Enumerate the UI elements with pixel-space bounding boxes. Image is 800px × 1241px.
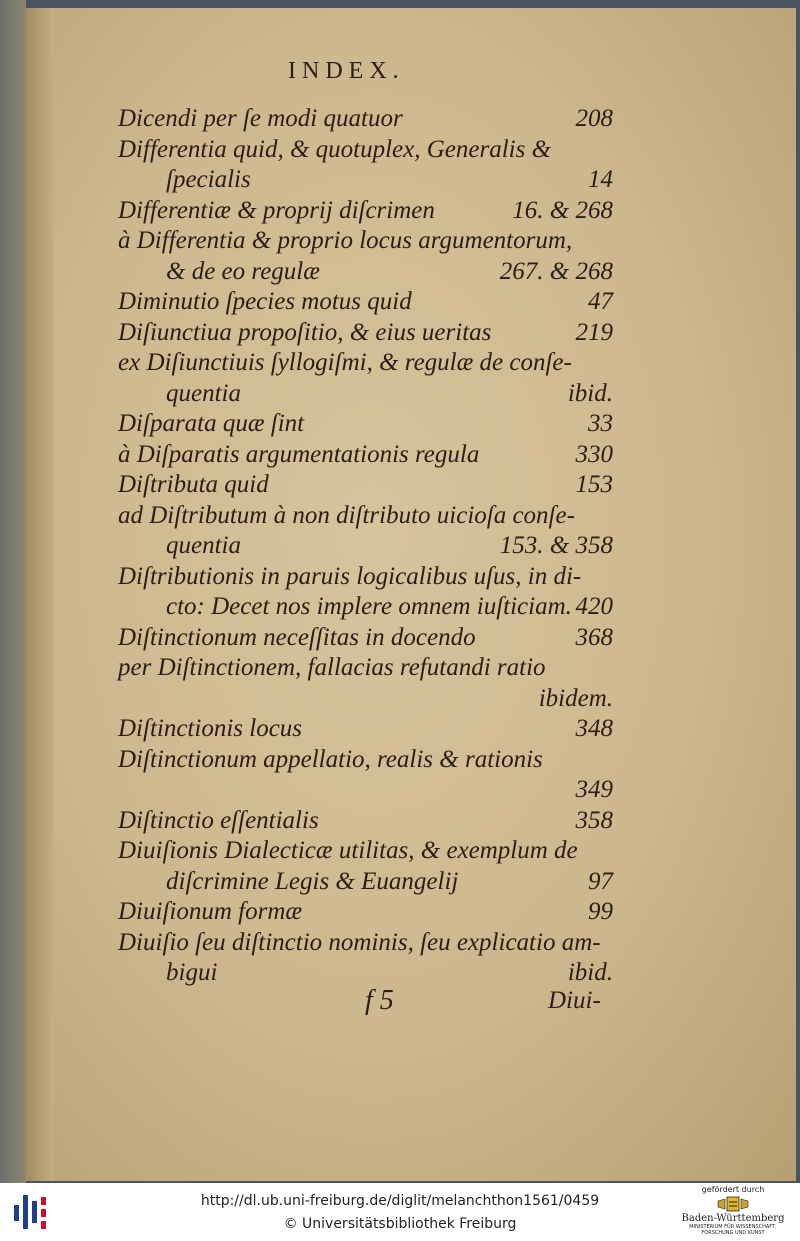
entry-text: Dicendi per ſe modi quatuor: [118, 105, 403, 132]
funder-subtitle: MINISTERIUM FÜR WISSENSCHAFT, FORSCHUNG UND KUNST: [689, 1224, 777, 1236]
entry-page-number: 348: [575, 715, 613, 742]
index-entry: [118, 348, 613, 378]
entry-page-number: 330: [575, 440, 613, 468]
page-header: INDEX.: [288, 58, 405, 84]
index-entry: [118, 684, 613, 714]
index-entry: [118, 318, 613, 348]
entry-text: ſpecialis: [166, 166, 251, 193]
entry-page-number: 420: [575, 593, 613, 620]
signature-mark: f 5: [365, 985, 394, 1016]
entry-page-number: 267. & 268: [499, 257, 613, 285]
entry-text: diſcrimine Legis & Euangelij: [166, 867, 459, 895]
index-entry: [166, 867, 613, 897]
index-entry: [118, 440, 613, 470]
entry-page-number: 47: [588, 288, 613, 315]
entry-text: & de eo regulæ: [166, 257, 320, 285]
entry-text: Diſtributionis in paruis logicalibus uſus, in di-: [118, 562, 582, 590]
entry-page-number: 368: [575, 623, 613, 651]
index-entry: [166, 165, 613, 195]
entry-text: cto: Decet nos implere omnem iuſticiam.: [166, 593, 572, 620]
entry-text: Diſtinctionum neceſſitas in docendo: [118, 623, 476, 651]
entry-text: à Differentia & proprio locus argumentorum,: [118, 227, 573, 254]
index-entry: [118, 562, 613, 592]
index-entry: [166, 257, 613, 287]
entry-text: Diſtinctio eſſentialis: [118, 806, 319, 834]
index-entry: [118, 714, 613, 744]
entry-page-number: 358: [575, 806, 613, 834]
entry-page-number: 208: [575, 105, 613, 132]
entry-text: quentia: [166, 379, 241, 407]
entry-page-number: 153: [575, 471, 613, 498]
entry-page-number: 97: [588, 867, 613, 895]
entry-page-number: 16. & 268: [512, 196, 613, 224]
entry-text: Differentiæ & proprij diſcrimen: [118, 196, 435, 224]
entry-text: Diuiſionum formæ: [118, 898, 303, 925]
index-entry: [166, 958, 613, 988]
entry-page-number: 349: [575, 776, 613, 803]
entry-page-number: 14: [588, 166, 613, 193]
index-entry: [118, 806, 613, 836]
entry-page-number: ibidem.: [538, 684, 613, 712]
index-entry: [166, 379, 613, 409]
entry-text: Diſtributa quid: [118, 471, 269, 498]
entry-page-number: ibid.: [567, 959, 613, 986]
entry-text: à Diſparatis argumentationis regula: [118, 440, 480, 468]
copyright-notice: © Universitätsbibliothek Freiburg: [283, 1216, 517, 1232]
index-entry: [118, 745, 613, 775]
permalink-url[interactable]: http://dl.ub.uni-freiburg.de/diglit/melanchthon1561/0459: [200, 1193, 600, 1209]
catchword: Diui-: [548, 987, 601, 1014]
index-entry: [118, 775, 613, 805]
entry-text: Diuiſionis Dialecticæ utilitas, & exemplum de: [118, 837, 578, 864]
page-gutter: [26, 8, 54, 1181]
index-entry: [118, 928, 613, 958]
index-entry: [118, 501, 613, 531]
index-entry: [118, 409, 613, 439]
funder-name: Baden-Württemberg: [681, 1213, 785, 1224]
funder-label: gefördert durch: [701, 1185, 765, 1194]
index-entry: [118, 287, 613, 317]
entry-text: quentia: [166, 532, 241, 559]
index-entry: [118, 135, 613, 165]
entry-page-number: 33: [588, 410, 613, 437]
index-entry: [118, 836, 613, 866]
index-entry: [166, 592, 613, 622]
entry-page-number: 153. & 358: [499, 532, 613, 559]
entry-text: Diſparata quæ ſint: [118, 410, 305, 437]
binding-edge: [0, 0, 26, 1183]
index-entry: [118, 196, 613, 226]
index-entry: [118, 104, 613, 134]
entry-text: Differentia quid, & quotuplex, Generalis &: [118, 135, 552, 163]
entry-text: per Diſtinctionem, fallacias refutandi ratio: [118, 654, 546, 681]
coat-of-arms-icon: [715, 1195, 751, 1213]
entry-text: Diminutio ſpecies motus quid: [118, 288, 412, 315]
entry-text: Diſiunctiua propoſitio, & eius ueritas: [118, 318, 492, 346]
entry-page-number: ibid.: [567, 379, 613, 407]
index-entry: [118, 623, 613, 653]
entry-text: Diſtinctionis locus: [118, 715, 303, 742]
entry-text: Diuiſio ſeu diſtinctio nominis, ſeu explicatio am-: [118, 928, 601, 956]
entry-text: bigui: [166, 959, 218, 986]
entry-text: Diſtinctionum appellatio, realis & rationis: [118, 745, 543, 773]
footer-bar: [0, 1183, 800, 1241]
funder-block: [674, 1185, 792, 1236]
index-entry: [118, 226, 613, 256]
entry-text: ad Diſtributum à non diſtributo uicioſa conſe-: [118, 501, 575, 529]
entry-text: ex Diſiunctiuis ſyllogiſmi, & regulæ de conſe-: [118, 349, 572, 376]
index-entry: [118, 897, 613, 927]
entry-page-number: 219: [575, 318, 613, 346]
index-entry: [166, 531, 613, 561]
index-entry: [118, 653, 613, 683]
index-entry: [118, 470, 613, 500]
entry-page-number: 99: [588, 898, 613, 925]
